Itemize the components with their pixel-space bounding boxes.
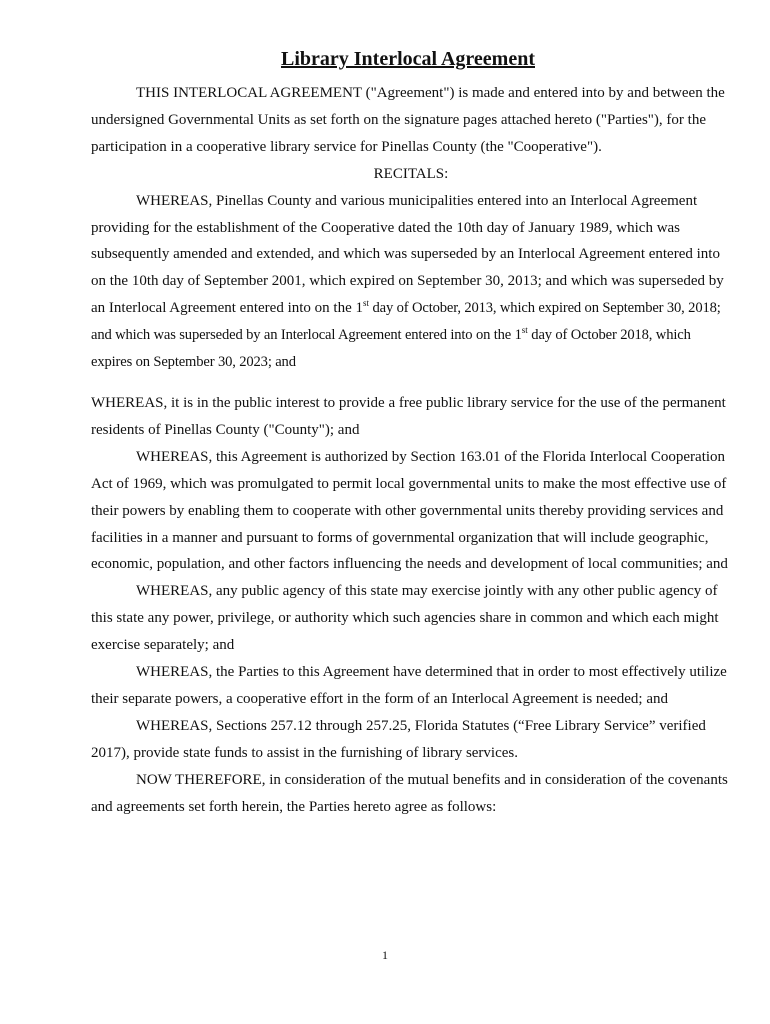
whereas-1-text-a: WHEREAS, Pinellas County and various municipalities entered into an Interlocal Agreement providing for the establishment of the Cooperative dated the 10th day of January 1989, which was subsequently amended and extended, and which was superseded by an Interlocal Agreement entered into on the 10th day of September 2001, which expired on September 30, 2013; and which was superseded by an Interlocal Agreement entered into on the 1 — [91, 192, 724, 317]
whereas-paragraph-2: WHEREAS, it is in the public interest to provide a free public library service for the use of the permanent residents of Pinellas County ("County"); and — [91, 394, 726, 438]
whereas-1-text-c: day of October 2018, which expires on September 30, 2023; and — [91, 327, 691, 371]
document-body — [91, 80, 731, 820]
whereas-paragraph-1 — [91, 188, 731, 376]
whereas-paragraph-6: WHEREAS, Sections 257.12 through 257.25, Florida Statutes (“Free Library Service” verified 2017), provide state funds to assist in the furnishing of library services. — [91, 717, 706, 761]
recitals-heading: RECITALS: — [373, 165, 449, 182]
whereas-paragraph-4: WHEREAS, any public agency of this state may exercise jointly with any other public agency of this state any power, privilege, or authority which such agencies share in common and which each might exercise separately; and — [91, 583, 719, 654]
intro-paragraph: THIS INTERLOCAL AGREEMENT ("Agreement") is made and entered into by and between the undersigned Governmental Units as set forth on the signature pages attached hereto ("Parties"), for the participation in a cooperative library service for Pinellas County (the "Cooperative"). — [91, 85, 725, 155]
page-number — [0, 948, 770, 963]
whereas-1-superscript-1: st — [362, 298, 369, 309]
whereas-1-superscript-2: st — [521, 325, 528, 336]
whereas-paragraph-5: WHEREAS, the Parties to this Agreement have determined that in order to most effectively utilize their separate powers, a cooperative effort in the form of an Interlocal Agreement is needed; and — [91, 664, 727, 707]
whereas-paragraph-3: WHEREAS, this Agreement is authorized by Section 163.01 of the Florida Interlocal Cooperation Act of 1969, which was promulgated to permit local governmental units to make the most effective use of their powers by enabling them to cooperate with other governmental units thereby providing services and facilities in a manner and pursuant to forms of governmental organization that will include geographic, economic, population, and other factors influencing the needs and development of local communities; and — [91, 448, 728, 573]
now-therefore-paragraph: NOW THEREFORE, in consideration of the mutual benefits and in consideration of the covenants and agreements set forth herein, the Parties hereto agree as follows: — [91, 771, 728, 815]
page-number-text: 1 — [382, 948, 388, 962]
document-title: Library Interlocal Agreement — [280, 48, 535, 70]
whereas-1-text-b: day of October, 2013, which expired on September 30, 2018; and which was superseded by an Interlocal Agreement entered into on the 1 — [91, 300, 721, 344]
